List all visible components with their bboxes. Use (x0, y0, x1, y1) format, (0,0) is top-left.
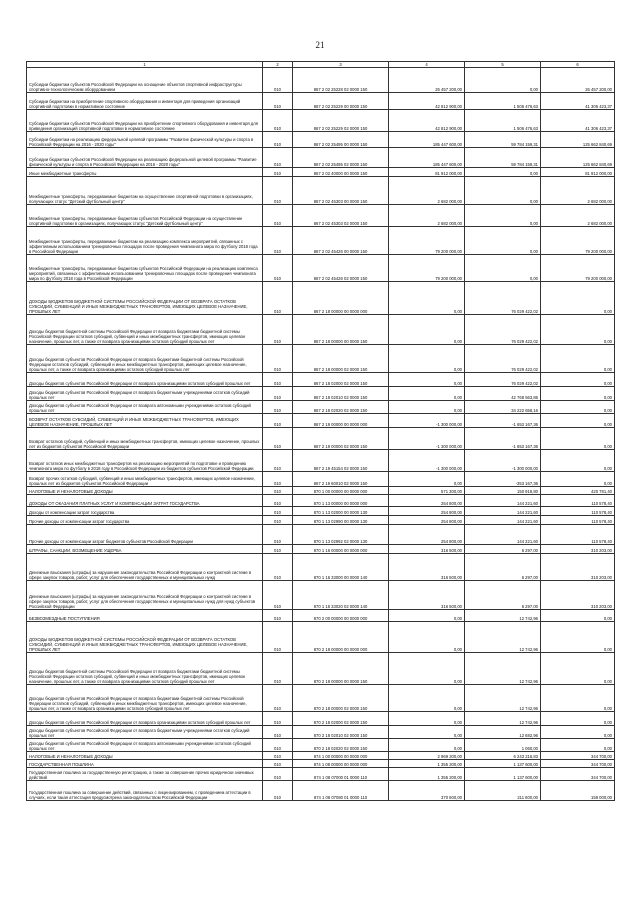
row-executed-cell: 1 506 476,63 (465, 110, 541, 132)
row-approved-cell: 316 500,00 (389, 581, 465, 610)
table-row (27, 554, 615, 581)
row-approved-cell: 0,00 (389, 472, 465, 487)
table-row (27, 516, 615, 525)
row-name-cell: БЕЗВОЗМЕЗДНЫЕ ПОСТУПЛЕНИЯ (27, 610, 263, 622)
row-name-cell: Прочие доходы от компенсации затрат государства (27, 516, 263, 525)
row-name-cell: Доходы бюджетов субъектов Российской Федерации от возврата автономными учреждениями остатков субсидий прошлых лет (27, 401, 263, 414)
row-budget-code-cell: 867 2 02 25228 02 0000 150 (293, 68, 389, 93)
row-budget-code-cell: 870 1 16 33000 00 0000 140 (293, 554, 389, 581)
row-name-cell: Прочие доходы от компенсации затрат бюджетов субъектов Российской Федерации (27, 525, 263, 545)
row-line-code-cell: 010 (263, 752, 293, 760)
row-approved-cell: 1 355 200,00 (389, 768, 465, 781)
row-executed-cell: 0,00 (465, 255, 541, 282)
row-line-code-cell: 010 (263, 685, 293, 712)
row-budget-code-cell: 867 2 02 25495 00 0000 150 (293, 132, 389, 148)
row-line-code-cell: 010 (263, 554, 293, 581)
row-budget-code-cell: 870 1 00 00000 00 0000 000 (293, 487, 389, 495)
table-row (27, 148, 615, 168)
row-name-cell: Государственная пошлина за совершение действий, связанных с лицензированием, с проведением аттестации в случаях, если такая аттестация предусмотрена законодательством Российской Федерации (27, 781, 263, 801)
row-line-code-cell: 010 (263, 68, 293, 93)
table-row (27, 373, 615, 387)
row-line-code-cell: 010 (263, 495, 293, 507)
row-approved-cell: 370 600,00 (389, 781, 465, 801)
row-executed-cell: 150 918,80 (465, 487, 541, 495)
table-row (27, 507, 615, 516)
table-row (27, 610, 615, 622)
row-unexecuted-cell: 0,00 (541, 610, 615, 622)
row-approved-cell: 79 200 000,00 (389, 227, 465, 255)
row-line-code-cell: 010 (263, 110, 293, 132)
row-budget-code-cell: 870 2 18 00000 00 0000 150 (293, 653, 389, 685)
row-approved-cell: 42 812 900,00 (389, 110, 465, 132)
row-unexecuted-cell: 79 200 000,00 (541, 227, 615, 255)
row-unexecuted-cell: 0,00 (541, 345, 615, 373)
row-budget-code-cell: 870 1 13 02992 02 0000 130 (293, 525, 389, 545)
row-line-code-cell: 010 (263, 282, 293, 315)
row-name-cell: Возврат прочих остатков субсидий, субвенций и иных межбюджетных трансфертов, имеющих целевое назначение, прошлых лет из бюджетов субъектов Российской Федерации (27, 472, 263, 487)
row-line-code-cell: 010 (263, 516, 293, 525)
row-name-cell: ДОХОДЫ БЮДЖЕТОВ БЮДЖЕТНОЙ СИСТЕМЫ РОССИЙСКОЙ ФЕДЕРАЦИИ ОТ ВОЗВРАТА ОСТАТКОВ СУБСИДИЙ, СУБВЕНЦИЙ И ИНЫХ МЕЖБЮДЖЕТНЫХ ТРАНСФЕРТОВ, ИМЕЮЩИХ ЦЕЛЕВОЕ НАЗНАЧЕНИЕ, ПРОШЛЫХ ЛЕТ (27, 622, 263, 653)
row-budget-code-cell: 867 2 18 02020 02 0000 150 (293, 401, 389, 414)
table-row (27, 387, 615, 401)
table-row (27, 752, 615, 760)
row-unexecuted-cell: 0,00 (541, 315, 615, 345)
row-budget-code-cell: 874 1 08 07080 01 0000 110 (293, 781, 389, 801)
table-row (27, 205, 615, 227)
row-executed-cell: 144 221,60 (465, 516, 541, 525)
row-unexecuted-cell: 0,00 (541, 428, 615, 450)
row-name-cell: НАЛОГОВЫЕ И НЕНАЛОГОВЫЕ ДОХОДЫ (27, 752, 263, 760)
row-name-cell: Межбюджетные трансферты, передаваемые бюджетам на осуществление спортивной подготовки в организациях, получающих статус "Детский футбольный центр" (27, 177, 263, 205)
table-row (27, 68, 615, 93)
row-name-cell: Межбюджетные трансферты, передаваемые бюджетам субъектов Российской Федерации на реализацию комплекса мероприятий, связанных с эффективным использованием тренировочных площадок после проведения чемпионата мира по футболу 2018 года в Российской Федерации (27, 255, 263, 282)
row-approved-cell: 2 969 200,00 (389, 752, 465, 760)
row-budget-code-cell: 870 2 00 00000 00 0000 000 (293, 610, 389, 622)
row-approved-cell: 0,00 (389, 401, 465, 414)
table-row (27, 315, 615, 345)
row-approved-cell: 0,00 (389, 622, 465, 653)
row-line-code-cell: 010 (263, 315, 293, 345)
row-budget-code-cell: 867 2 02 45426 02 0000 150 (293, 255, 389, 282)
row-line-code-cell: 010 (263, 545, 293, 554)
row-name-cell: Субсидии бюджетам субъектов Российской Федерации на оснащение объектов спортивной инфраструктуры спортивно-технологическим оборудованием (27, 68, 263, 93)
table-row (27, 227, 615, 255)
row-unexecuted-cell: 310 203,00 (541, 581, 615, 610)
row-line-code-cell: 010 (263, 255, 293, 282)
row-name-cell: Доходы бюджетов субъектов Российской Федерации от возврата бюджетами бюджетной системы Российской Федерации остатков субсидий, субвенций и иных межбюджетных трансфертов, имеющих целевое назначение, прошлых лет, а также от возврата организациями остатков субсидий прошлых лет (27, 685, 263, 712)
row-approved-cell: 0,00 (389, 712, 465, 726)
row-approved-cell: 2 682 000,00 (389, 177, 465, 205)
row-line-code-cell: 010 (263, 726, 293, 739)
row-approved-cell: 254 800,00 (389, 495, 465, 507)
table-row (27, 622, 615, 653)
row-name-cell: Доходы бюджетов субъектов Российской Федерации от возврата организациями остатков субсидий прошлых лет (27, 373, 263, 387)
table-row (27, 428, 615, 450)
row-budget-code-cell: 870 1 13 00000 00 0000 000 (293, 495, 389, 507)
row-name-cell: Иные межбюджетные трансферты (27, 168, 263, 177)
row-line-code-cell: 010 (263, 345, 293, 373)
row-approved-cell: 0,00 (389, 345, 465, 373)
column-header: 2 (263, 62, 293, 68)
row-line-code-cell: 010 (263, 768, 293, 781)
row-unexecuted-cell: 125 662 840,69 (541, 148, 615, 168)
row-approved-cell: 0,00 (389, 387, 465, 401)
row-unexecuted-cell: 26 457 200,00 (541, 68, 615, 93)
row-line-code-cell: 010 (263, 401, 293, 414)
table-row (27, 110, 615, 132)
row-name-cell: НАЛОГОВЫЕ И НЕНАЛОГОВЫЕ ДОХОДЫ (27, 487, 263, 495)
row-executed-cell: 59 784 159,31 (465, 148, 541, 168)
row-executed-cell: 59 784 159,31 (465, 132, 541, 148)
row-approved-cell: 81 912 000,00 (389, 168, 465, 177)
row-executed-cell: 144 221,60 (465, 507, 541, 516)
row-unexecuted-cell: 110 578,40 (541, 525, 615, 545)
row-name-cell: Доходы бюджетов субъектов Российской Федерации от возврата организациями остатков субсидий прошлых лет (27, 712, 263, 726)
table-row (27, 768, 615, 781)
row-name-cell: Межбюджетные трансферты, передаваемые бюджетам на реализацию комплекса мероприятий, связанных с эффективным использованием тренировочных площадок после проведения чемпионата мира по футболу 2018 года в Российской Федерации (27, 227, 263, 255)
row-approved-cell: 254 800,00 (389, 516, 465, 525)
row-approved-cell: 1 355 200,00 (389, 760, 465, 768)
row-budget-code-cell: 870 1 13 02990 00 0000 130 (293, 516, 389, 525)
row-name-cell: Возврат остатков иных межбюджетных трансфертов на реализацию мероприятий по подготовке и проведению чемпионата мира по футболу в 2018 году в Российской Федерации из бюджетов субъектов Российской Федерации (27, 450, 263, 472)
row-unexecuted-cell: 79 200 000,00 (541, 255, 615, 282)
row-unexecuted-cell: 41 306 423,37 (541, 110, 615, 132)
row-executed-cell: 76 029 422,02 (465, 315, 541, 345)
row-budget-code-cell: 867 2 02 40000 00 0000 150 (293, 168, 389, 177)
row-executed-cell: 76 029 422,02 (465, 282, 541, 315)
column-header: 1 (27, 62, 263, 68)
page-number: 21 (315, 40, 325, 50)
row-unexecuted-cell: 0,00 (541, 726, 615, 739)
row-unexecuted-cell: 0,00 (541, 622, 615, 653)
row-line-code-cell: 010 (263, 132, 293, 148)
row-budget-code-cell: 867 2 19 45154 02 0000 150 (293, 450, 389, 472)
table-body (27, 68, 615, 801)
table-row (27, 255, 615, 282)
row-line-code-cell: 010 (263, 610, 293, 622)
row-executed-cell: 6 243 216,83 (465, 752, 541, 760)
row-unexecuted-cell: 2 682 000,00 (541, 205, 615, 227)
row-budget-code-cell: 867 2 18 00000 00 0000 150 (293, 315, 389, 345)
row-budget-code-cell: 867 2 18 02010 02 0000 150 (293, 387, 389, 401)
row-approved-cell: 571 300,00 (389, 487, 465, 495)
table-row (27, 414, 615, 428)
row-budget-code-cell: 867 2 02 25229 00 0000 150 (293, 93, 389, 110)
row-unexecuted-cell: 310 203,00 (541, 554, 615, 581)
row-line-code-cell: 010 (263, 581, 293, 610)
row-approved-cell: 0,00 (389, 653, 465, 685)
row-executed-cell: 1 137 600,00 (465, 760, 541, 768)
row-executed-cell: 0,00 (465, 168, 541, 177)
row-executed-cell: 42 768 563,86 (465, 387, 541, 401)
row-unexecuted-cell: 0,00 (541, 401, 615, 414)
row-approved-cell: 254 800,00 (389, 507, 465, 516)
table-row (27, 739, 615, 752)
row-executed-cell: -353 167,36 (465, 472, 541, 487)
row-name-cell: Доходы бюджетов субъектов Российской Федерации от возврата бюджетными учреждениями остатков субсидий прошлых лет (27, 387, 263, 401)
row-unexecuted-cell: 344 700,00 (541, 752, 615, 760)
row-executed-cell: 1 060,00 (465, 739, 541, 752)
row-budget-code-cell: 867 2 02 25229 02 0000 150 (293, 110, 389, 132)
row-line-code-cell: 010 (263, 414, 293, 428)
row-unexecuted-cell: 0,00 (541, 387, 615, 401)
row-executed-cell: 144 221,60 (465, 495, 541, 507)
row-name-cell: Субсидии бюджетам на реализацию федеральной целевой программы "Развитие физической культуры и спорта в Российской Федерации на 2016 - 2020 годы" (27, 132, 263, 148)
row-line-code-cell: 010 (263, 428, 293, 450)
row-name-cell: Государственная пошлина за государственную регистрацию, а также за совершение прочих юридически значимых действий (27, 768, 263, 781)
table-row (27, 495, 615, 507)
row-name-cell: ГОСУДАРСТВЕННАЯ ПОШЛИНА (27, 760, 263, 768)
row-executed-cell: -1 653 167,36 (465, 428, 541, 450)
row-approved-cell: 0,00 (389, 373, 465, 387)
row-line-code-cell: 010 (263, 760, 293, 768)
row-line-code-cell: 010 (263, 622, 293, 653)
row-budget-code-cell: 874 1 00 00000 00 0000 000 (293, 752, 389, 760)
row-approved-cell: 185 447 600,00 (389, 148, 465, 168)
row-approved-cell: 185 447 600,00 (389, 132, 465, 148)
table-row (27, 525, 615, 545)
row-approved-cell: 42 812 900,00 (389, 93, 465, 110)
row-unexecuted-cell: 0,00 (541, 282, 615, 315)
row-budget-code-cell: 870 2 18 00000 02 0000 150 (293, 685, 389, 712)
column-header: 5 (465, 62, 541, 68)
row-executed-cell: 1 506 476,63 (465, 93, 541, 110)
row-unexecuted-cell: 310 203,00 (541, 545, 615, 554)
table-row (27, 177, 615, 205)
row-budget-code-cell: 870 2 18 02000 02 0000 150 (293, 712, 389, 726)
row-unexecuted-cell: 0,00 (541, 653, 615, 685)
row-name-cell: Доходы бюджетов бюджетной системы Российской Федерации от возврата бюджетами бюджетной системы Российской Федерации остатков субсидий, субвенций и иных межбюджетных трансфертов, имеющих целевое назначение, прошлых лет, а также от возврата организациями остатков субсидий прошлых лет (27, 653, 263, 685)
row-unexecuted-cell: 344 700,00 (541, 768, 615, 781)
row-budget-code-cell: 867 2 18 00000 00 0000 000 (293, 282, 389, 315)
row-unexecuted-cell: 2 682 000,00 (541, 177, 615, 205)
row-approved-cell: -1 300 000,00 (389, 428, 465, 450)
table-row (27, 472, 615, 487)
column-header: 6 (541, 62, 615, 68)
row-line-code-cell: 010 (263, 450, 293, 472)
table-row (27, 487, 615, 495)
row-unexecuted-cell: 81 912 000,00 (541, 168, 615, 177)
row-executed-cell: 211 600,00 (465, 781, 541, 801)
table-row (27, 781, 615, 801)
row-unexecuted-cell: 344 700,00 (541, 760, 615, 768)
row-name-cell: ШТРАФЫ, САНКЦИИ, ВОЗМЕЩЕНИЕ УЩЕРБА (27, 545, 263, 554)
row-executed-cell: -1 653 167,36 (465, 414, 541, 428)
row-approved-cell: 316 500,00 (389, 545, 465, 554)
row-executed-cell: 6 297,00 (465, 545, 541, 554)
row-budget-code-cell: 867 2 19 00000 00 0000 000 (293, 414, 389, 428)
row-line-code-cell: 010 (263, 373, 293, 387)
row-unexecuted-cell: 420 781,40 (541, 487, 615, 495)
row-executed-cell: 1 137 600,00 (465, 768, 541, 781)
row-executed-cell: 76 029 422,02 (465, 373, 541, 387)
row-name-cell: Денежные взыскания (штрафы) за нарушение законодательства Российской Федерации о контрактной системе в сфере закупок товаров, работ, услуг для обеспечения государственных и муниципальных нужд для нужд субъектов Российской Федерации (27, 581, 263, 610)
row-budget-code-cell: 870 2 18 02010 02 0000 150 (293, 726, 389, 739)
row-budget-code-cell: 870 2 18 00000 00 0000 000 (293, 622, 389, 653)
row-unexecuted-cell: 0,00 (541, 472, 615, 487)
row-name-cell: Доходы бюджетов субъектов Российской Федерации от возврата автономными учреждениями остатков субсидий прошлых лет (27, 739, 263, 752)
row-line-code-cell: 010 (263, 472, 293, 487)
row-line-code-cell: 010 (263, 487, 293, 495)
row-line-code-cell: 010 (263, 653, 293, 685)
row-executed-cell: 0,00 (465, 177, 541, 205)
table-row (27, 450, 615, 472)
row-budget-code-cell: 867 2 02 45426 00 0000 150 (293, 227, 389, 255)
row-executed-cell: 12 742,96 (465, 685, 541, 712)
row-name-cell: Доходы от компенсации затрат государства (27, 507, 263, 516)
row-unexecuted-cell: 0,00 (541, 414, 615, 428)
row-name-cell: ДОХОДЫ БЮДЖЕТОВ БЮДЖЕТНОЙ СИСТЕМЫ РОССИЙСКОЙ ФЕДЕРАЦИИ ОТ ВОЗВРАТА ОСТАТКОВ СУБСИДИЙ, СУБВЕНЦИЙ И ИНЫХ МЕЖБЮДЖЕТНЫХ ТРАНСФЕРТОВ, ИМЕЮЩИХ ЦЕЛЕВОЕ НАЗНАЧЕНИЕ, ПРОШЛЫХ ЛЕТ (27, 282, 263, 315)
row-line-code-cell: 010 (263, 712, 293, 726)
row-budget-code-cell: 867 2 19 60010 02 0000 150 (293, 472, 389, 487)
row-name-cell: Доходы бюджетов бюджетной системы Российской Федерации от возврата бюджетами бюджетной системы Российской Федерации остатков субсидий, субвенций и иных межбюджетных трансфертов, имеющих целевое назначение, прошлых лет, а также от возврата организациями остатков субсидий прошлых лет (27, 315, 263, 345)
row-budget-code-cell: 867 2 02 25495 02 0000 150 (293, 148, 389, 168)
row-budget-code-cell: 867 2 02 45303 02 0000 150 (293, 205, 389, 227)
column-header: 3 (293, 62, 389, 68)
row-approved-cell: 0,00 (389, 739, 465, 752)
row-line-code-cell: 010 (263, 739, 293, 752)
row-unexecuted-cell: 0,00 (541, 739, 615, 752)
row-budget-code-cell: 870 1 16 00000 00 0000 000 (293, 545, 389, 554)
row-executed-cell: 12 742,96 (465, 653, 541, 685)
row-approved-cell: 2 682 000,00 (389, 205, 465, 227)
row-unexecuted-cell: 110 578,40 (541, 507, 615, 516)
row-approved-cell: 254 800,00 (389, 525, 465, 545)
row-name-cell: Доходы бюджетов субъектов Российской Федерации от возврата бюджетными учреждениями остатков субсидий прошлых лет (27, 726, 263, 739)
row-executed-cell: 76 029 422,02 (465, 345, 541, 373)
row-line-code-cell: 010 (263, 93, 293, 110)
row-unexecuted-cell: 0,00 (541, 373, 615, 387)
row-name-cell: Субсидии бюджетам субъектов Российской Федерации на приобретение спортивного оборудования и инвентаря для приведения организаций спортивной подготовки в нормативное состояние (27, 110, 263, 132)
table-row (27, 712, 615, 726)
row-line-code-cell: 010 (263, 781, 293, 801)
row-line-code-cell: 010 (263, 387, 293, 401)
row-budget-code-cell: 867 2 19 00000 02 0000 150 (293, 428, 389, 450)
row-executed-cell: 0,00 (465, 205, 541, 227)
row-executed-cell: 0,00 (465, 68, 541, 93)
row-line-code-cell: 010 (263, 168, 293, 177)
row-executed-cell: 6 297,00 (465, 581, 541, 610)
table-row (27, 168, 615, 177)
row-name-cell: Субсидии бюджетам на приобретение спортивного оборудования и инвентаря для приведения организаций спортивной подготовки в нормативное состояние (27, 93, 263, 110)
row-budget-code-cell: 867 2 18 00000 02 0000 150 (293, 345, 389, 373)
row-executed-cell: 12 682,96 (465, 726, 541, 739)
row-unexecuted-cell: 0,00 (541, 712, 615, 726)
row-approved-cell: 0,00 (389, 282, 465, 315)
row-executed-cell: 12 742,96 (465, 712, 541, 726)
row-executed-cell: 0,00 (465, 227, 541, 255)
row-unexecuted-cell: 159 000,00 (541, 781, 615, 801)
row-budget-code-cell: 870 1 13 02000 00 0000 130 (293, 507, 389, 516)
row-name-cell: ДОХОДЫ ОТ ОКАЗАНИЯ ПЛАТНЫХ УСЛУГ И КОМПЕНСАЦИИ ЗАТРАТ ГОСУДАРСТВА (27, 495, 263, 507)
row-approved-cell: -1 300 000,00 (389, 414, 465, 428)
row-approved-cell: 0,00 (389, 726, 465, 739)
row-approved-cell: 79 200 000,00 (389, 255, 465, 282)
row-name-cell: Возврат остатков субсидий, субвенций и иных межбюджетных трансфертов, имеющих целевое назначение, прошлых лет из бюджетов субъектов Российской Федерации (27, 428, 263, 450)
revenue-table (26, 61, 615, 801)
table-row (27, 581, 615, 610)
table-row (27, 685, 615, 712)
row-budget-code-cell: 874 1 08 00000 00 0000 000 (293, 760, 389, 768)
row-executed-cell: 144 221,60 (465, 525, 541, 545)
row-unexecuted-cell: 125 662 840,69 (541, 132, 615, 148)
table-row (27, 653, 615, 685)
row-name-cell: Доходы бюджетов субъектов Российской Федерации от возврата бюджетами бюджетной системы Российской Федерации остатков субсидий, субвенций и иных межбюджетных трансфертов, имеющих целевое назначение, прошлых лет, а также от возврата организациями остатков субсидий прошлых лет (27, 345, 263, 373)
table-row (27, 282, 615, 315)
table-row (27, 345, 615, 373)
row-line-code-cell: 010 (263, 205, 293, 227)
table-row (27, 545, 615, 554)
column-header: 4 (389, 62, 465, 68)
row-unexecuted-cell: 0,00 (541, 450, 615, 472)
row-budget-code-cell: 870 2 18 02020 02 0000 150 (293, 739, 389, 752)
row-approved-cell: 316 500,00 (389, 554, 465, 581)
row-executed-cell: 6 297,00 (465, 554, 541, 581)
row-budget-code-cell: 867 2 18 02000 02 0000 150 (293, 373, 389, 387)
table-row (27, 93, 615, 110)
row-approved-cell: 26 457 200,00 (389, 68, 465, 93)
row-line-code-cell: 010 (263, 507, 293, 516)
table-row (27, 760, 615, 768)
row-line-code-cell: 010 (263, 148, 293, 168)
row-approved-cell: 0,00 (389, 315, 465, 345)
row-executed-cell: 12 742,96 (465, 622, 541, 653)
row-executed-cell: 34 222 658,16 (465, 401, 541, 414)
row-line-code-cell: 010 (263, 227, 293, 255)
row-approved-cell: -1 300 000,00 (389, 450, 465, 472)
row-budget-code-cell: 870 1 16 33020 02 0000 140 (293, 581, 389, 610)
row-unexecuted-cell: 0,00 (541, 685, 615, 712)
row-approved-cell: 0,00 (389, 610, 465, 622)
row-approved-cell: 0,00 (389, 685, 465, 712)
row-executed-cell: 12 742,96 (465, 610, 541, 622)
row-line-code-cell: 010 (263, 525, 293, 545)
row-unexecuted-cell: 110 578,40 (541, 495, 615, 507)
table-row (27, 401, 615, 414)
row-name-cell: Субсидии бюджетам субъектов Российской Федерации на реализацию федеральной целевой программы "Развитие физической культуры и спорта в Российской Федерации на 2016 - 2020 годы" (27, 148, 263, 168)
row-unexecuted-cell: 41 306 423,37 (541, 93, 615, 110)
table-row (27, 726, 615, 739)
row-name-cell: ВОЗВРАТ ОСТАТКОВ СУБСИДИЙ, СУБВЕНЦИЙ И ИНЫХ МЕЖБЮДЖЕТНЫХ ТРАНСФЕРТОВ, ИМЕЮЩИХ ЦЕЛЕВОЕ НАЗНАЧЕНИЕ, ПРОШЛЫХ ЛЕТ (27, 414, 263, 428)
row-line-code-cell: 010 (263, 177, 293, 205)
row-budget-code-cell: 874 1 08 07000 01 0000 110 (293, 768, 389, 781)
row-executed-cell: -1 300 000,00 (465, 450, 541, 472)
row-name-cell: Межбюджетные трансферты, передаваемые бюджетам субъектов Российской Федерации на осуществление спортивной подготовки в организациях, получающих статус "Детский футбольный центр" (27, 205, 263, 227)
row-name-cell: Денежные взыскания (штрафы) за нарушение законодательства Российской Федерации о контрактной системе в сфере закупок товаров, работ, услуг для обеспечения государственных и муниципальных нужд (27, 554, 263, 581)
table-row (27, 132, 615, 148)
row-unexecuted-cell: 110 578,40 (541, 516, 615, 525)
row-budget-code-cell: 867 2 02 45303 00 0000 150 (293, 177, 389, 205)
